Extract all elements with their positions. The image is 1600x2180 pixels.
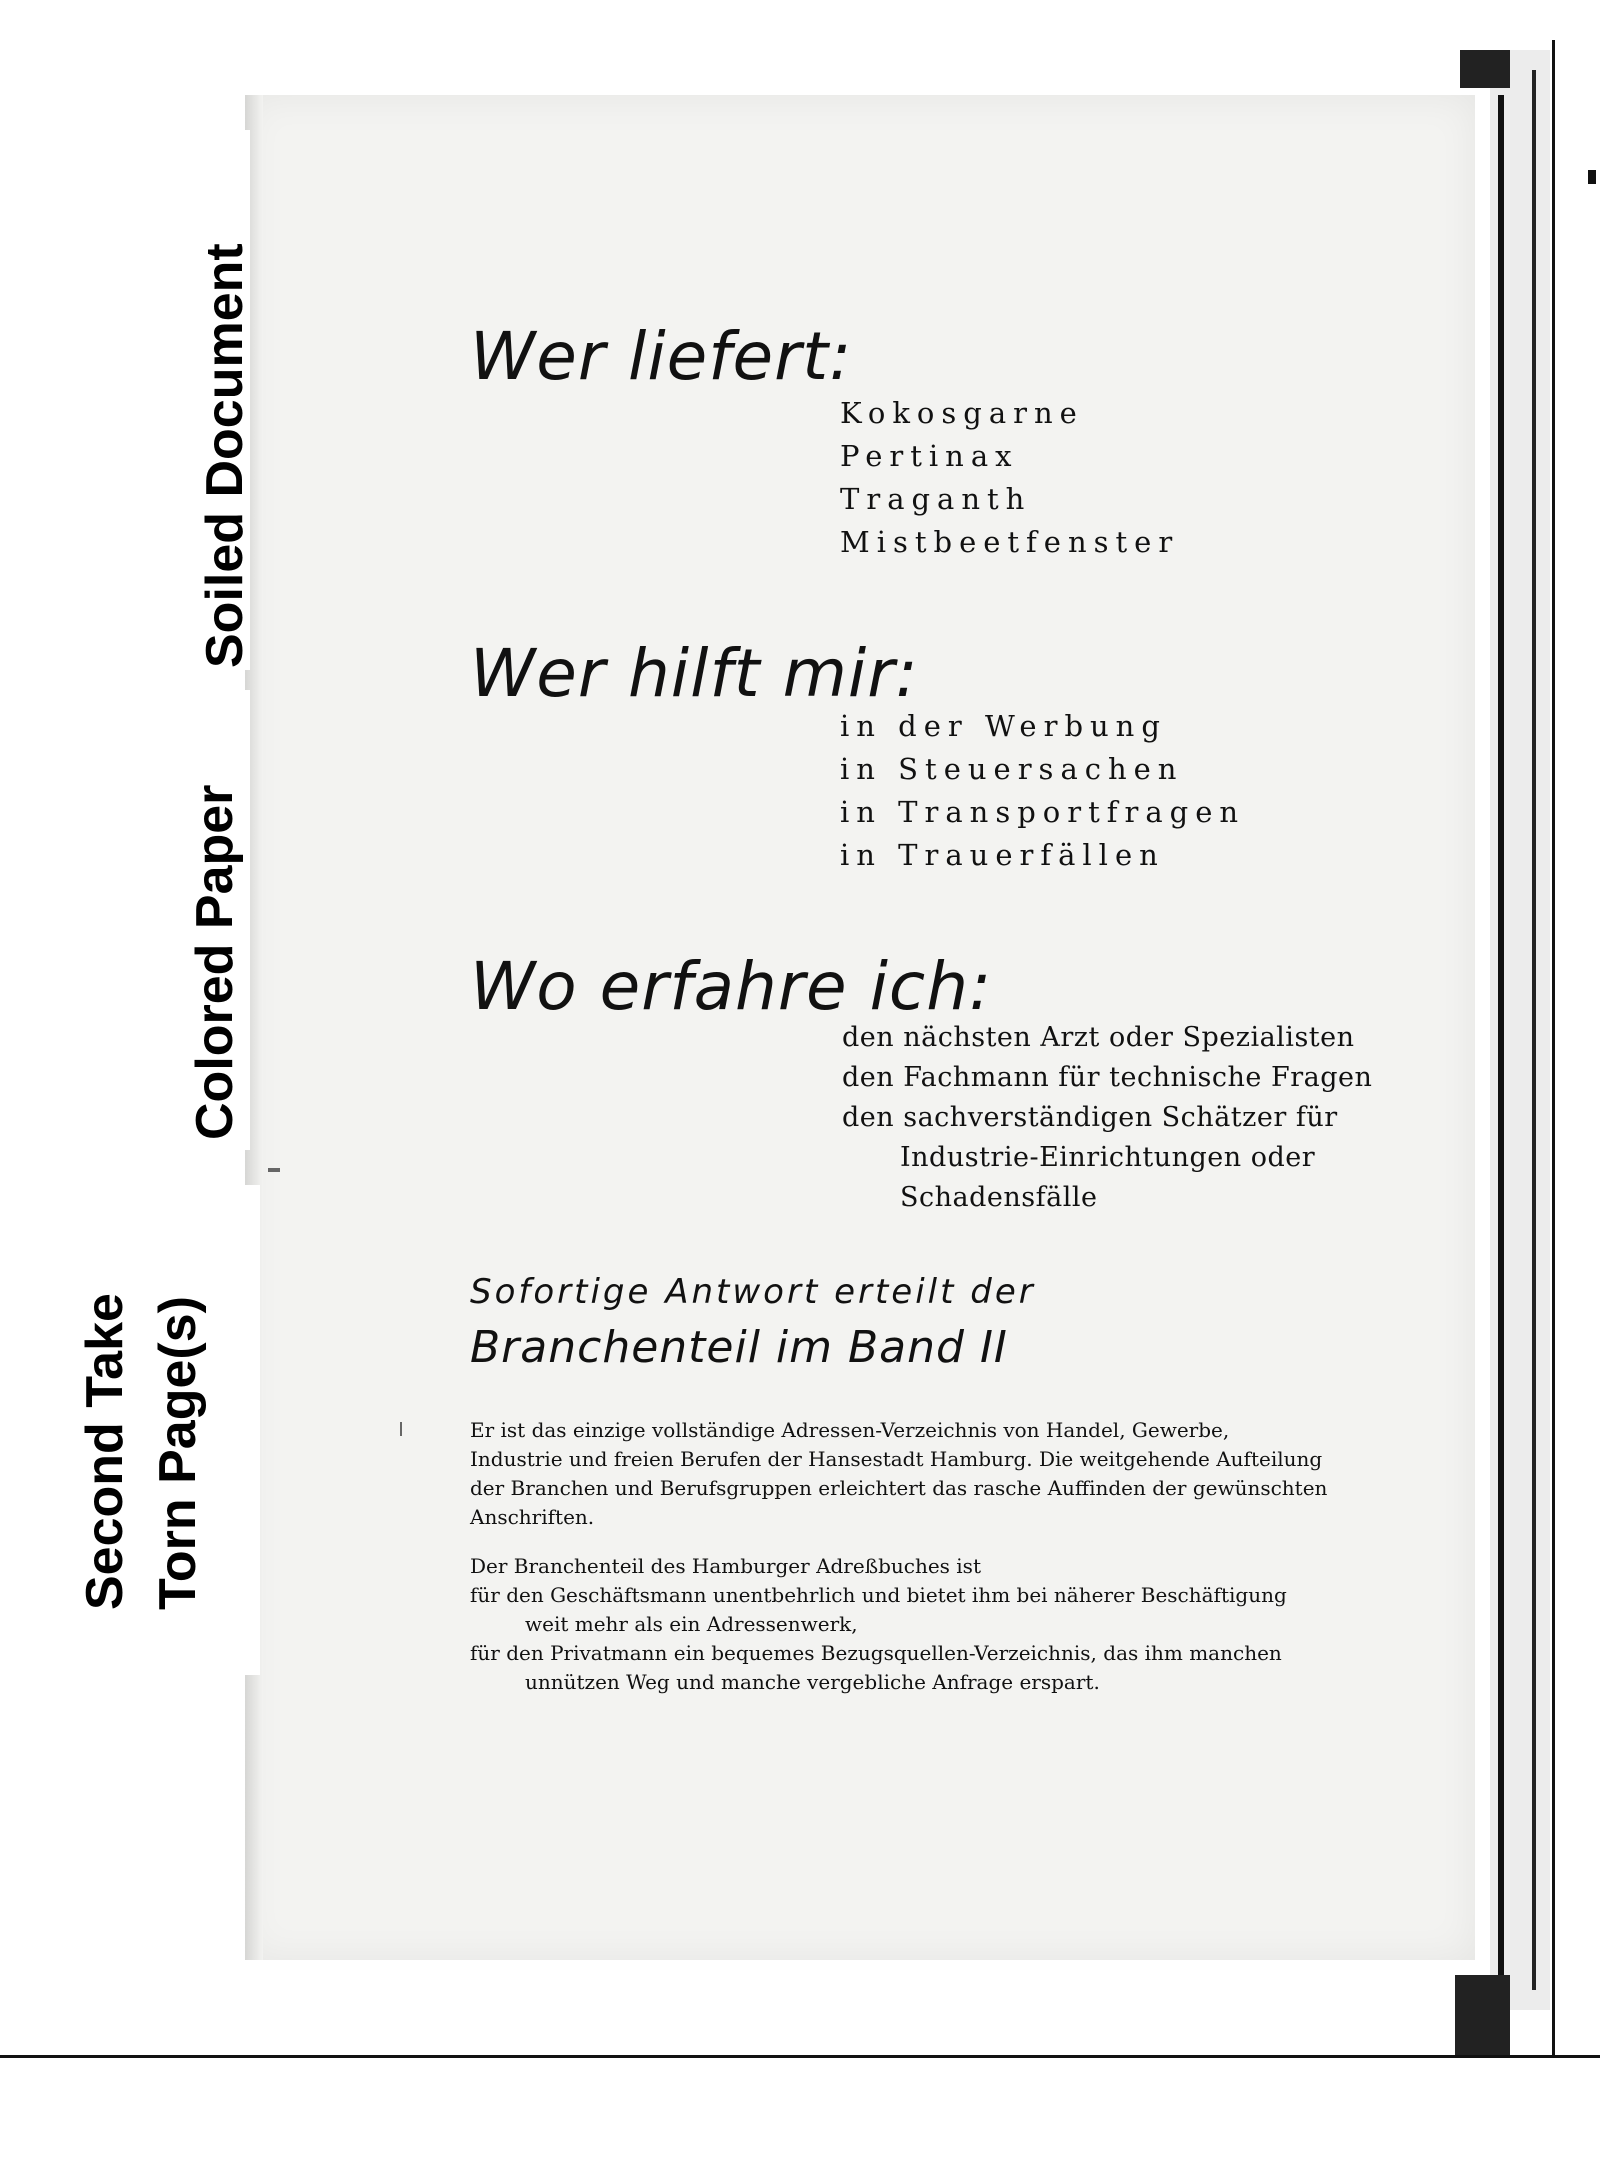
heading-wer-hilft-mir: Wer hilft mir: — [470, 635, 919, 712]
paragraph-line: Industrie und freien Berufen der Hansestadt Hamburg. Die weitgehende Aufteilung — [470, 1447, 1323, 1471]
heading-wer-liefert: Wer liefert: — [470, 318, 853, 395]
list-item: in Steuersachen — [840, 752, 1184, 786]
paragraph-line: für den Geschäftsmann unentbehrlich und bietet ihm bei näherer Beschäftigung — [470, 1583, 1287, 1607]
answer-line-2: Branchenteil im Band II — [470, 1322, 1008, 1373]
list-info — [842, 1018, 1372, 1218]
list-item: Kokosgarne — [840, 396, 1084, 430]
scan-border-top — [0, 0, 1600, 40]
next-page-edge — [1552, 40, 1600, 2055]
scan-border-bottom — [0, 2055, 1600, 2180]
list-item: den nächsten Arzt oder Spezialisten — [842, 1022, 1355, 1053]
paragraph-line: weit mehr als ein Adressenwerk, — [525, 1612, 858, 1636]
binding-line — [1498, 95, 1504, 1975]
label-colored-paper: Colored Paper — [186, 784, 244, 1140]
binding-line-outer — [1532, 70, 1536, 1990]
label-torn-pages: Torn Page(s) — [149, 1296, 207, 1610]
list-item: den sachverständigen Schätzer für — [842, 1102, 1338, 1133]
list-item: Pertinax — [840, 439, 1019, 473]
paragraph-line: für den Privatmann ein bequemes Bezugsquellen-Verzeichnis, das ihm manchen — [470, 1641, 1282, 1665]
label-soiled-document: Soiled Document — [196, 243, 254, 668]
stray-mark — [268, 1168, 280, 1172]
list-item: Schadensfälle — [900, 1182, 1098, 1213]
stray-mark — [400, 1422, 402, 1436]
paragraph-line: Anschriften. — [470, 1505, 595, 1529]
heading-wo-erfahre-ich: Wo erfahre ich: — [470, 948, 993, 1025]
paragraph-description — [470, 1416, 1330, 1532]
edge-mark — [1588, 170, 1596, 184]
list-item: Traganth — [840, 482, 1032, 516]
list-supplies — [840, 392, 1179, 564]
list-item: den Fachmann für technische Fragen — [842, 1062, 1373, 1093]
paragraph-benefits — [470, 1552, 1330, 1697]
answer-line-1: Sofortige Antwort erteilt der — [470, 1272, 1036, 1312]
paragraph-line: der Branchen und Berufsgruppen erleichtert das rasche Auffinden der gewünschten — [470, 1476, 1328, 1500]
label-second-take: Second Take — [76, 1293, 134, 1610]
paragraph-line: unnützen Weg und manche vergebliche Anfrage erspart. — [525, 1670, 1100, 1694]
binding-tab-bottom — [1455, 1975, 1510, 2055]
paragraph-line: Er ist das einzige vollständige Adressen-Verzeichnis von Handel, Gewerbe, — [470, 1418, 1230, 1442]
paragraph-line: Der Branchenteil des Hamburger Adreßbuches ist — [470, 1554, 981, 1578]
list-item: Industrie-Einrichtungen oder — [900, 1142, 1316, 1173]
list-item: in Trauerfällen — [840, 838, 1165, 872]
list-item: in der Werbung — [840, 709, 1167, 743]
list-help — [840, 705, 1245, 877]
list-item: Mistbeetfenster — [840, 525, 1180, 559]
list-item: in Transportfragen — [840, 795, 1246, 829]
binding-tab-top — [1460, 50, 1510, 88]
